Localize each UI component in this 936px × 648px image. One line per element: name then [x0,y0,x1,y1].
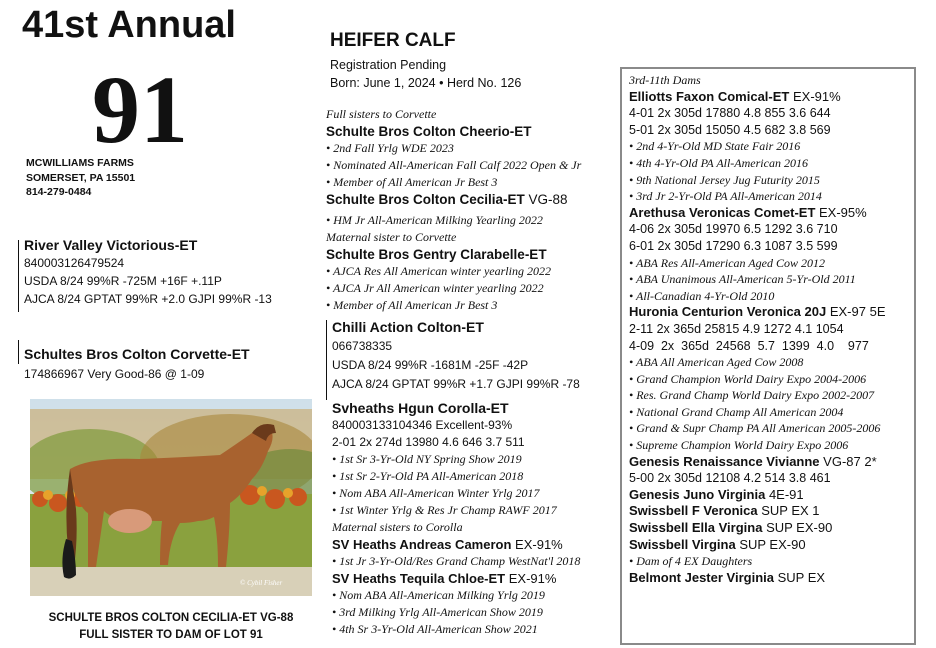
chilli-block [332,318,622,394]
pedigree-bracket-sire [18,240,19,312]
sire-ajca: AJCA 8/24 GPTAT 99%R +2.0 GJPI 99%R -13 [24,292,272,306]
veronica-note: • Res. Grand Champ World Dairy Expo 2002-2007 [629,388,875,403]
record-line: 4-09 2x 365d 24568 5.7 1399 4.0 977 [629,338,869,353]
caption-line-2: FULL SISTER TO DAM OF LOT 91 [79,629,263,641]
maternal-sister-note: Maternal sister to Corvette [326,230,457,244]
comet-note: • All-Canadian 4-Yr-Old 2010 [629,288,775,303]
record-line: 5-00 2x 305d 12108 4.2 514 3.8 461 [629,471,831,486]
consignor-block [26,156,135,200]
corolla-note: • Nom ABA All-American Winter Yrlg 2017 [332,486,540,500]
veronica-note: • National Grand Champ All American 2004 [629,404,844,419]
lot-number: 91 [92,56,188,163]
clarabelle-note: • AJCA Res All American winter yearling 2022 [326,264,551,278]
pedigree-bracket-dam [18,340,19,364]
sire-name: River Valley Victorious-ET [24,237,198,253]
chilli-name: Chilli Action Colton-ET [332,319,484,335]
cheerio-name: Schulte Bros Colton Cheerio-ET [326,124,532,139]
clarabelle-note: • Member of All American Jr Best 3 [326,298,498,312]
sire-reg: 840003126479524 [24,256,125,270]
corolla-name: Svheaths Hgun Corolla-ET [332,400,509,416]
middle-column [326,106,626,314]
corolla-note: • 1st Sr 2-Yr-Old PA All-American 2018 [332,469,524,483]
comical-note: • 4th 4-Yr-Old PA All-American 2016 [629,155,808,170]
comical-note: • 3rd Jr 2-Yr-Old PA All-American 2014 [629,189,822,204]
event-title: 41st Annual [22,4,236,46]
chloe-note: • Nom ABA All-American Milking Yrlg 2019 [332,588,545,602]
comet-line: Arethusa Veronicas Comet-ET EX-95% [629,204,867,220]
record-line: 4-01 2x 305d 17880 4.8 855 3.6 644 [629,106,831,121]
sire-usda: USDA 8/24 99%R -725M +16F +.11P [24,274,222,288]
animal-info [330,56,521,92]
consignor-phone: 814-279-0484 [26,186,92,198]
swiss3-note: • Dam of 4 EX Daughters [629,554,753,569]
record-line: 4-06 2x 305d 19970 6.5 1292 3.6 710 [629,222,838,237]
comical-line: Elliotts Faxon Comical-ET EX-91% [629,88,841,104]
cecilia-name: Schulte Bros Colton Cecilia-ET [326,192,525,207]
clarabelle-note: • AJCA Jr All American winter yearling 2022 [326,281,544,295]
cow-photo [30,399,312,596]
corolla-note: • 1st Winter Yrlg & Res Jr Champ RAWF 2017 [332,503,557,517]
chilli-reg: 066738335 [332,339,393,353]
maternal-sisters-corolla: Maternal sisters to Corolla [332,520,463,534]
cecilia-line [326,191,626,208]
record-line: 2-11 2x 365d 25815 4.9 1272 4.1 1054 [629,321,844,336]
record-line: 6-01 2x 305d 17290 6.3 1087 3.5 599 [629,238,838,253]
animal-type: HEIFER CALF [330,30,456,51]
veronica-note: • ABA All American Aged Cow 2008 [629,355,804,370]
chilli-ajca: AJCA 8/24 GPTAT 99%R +1.7 GJPI 99%R -78 [332,377,580,391]
dams-heading: 3rd-11th Dams [629,73,701,87]
chilli-usda: USDA 8/24 99%R -1681M -25F -42P [332,358,529,372]
swiss3-line: Swissbell Virgina SUP EX-90 [629,536,806,552]
veronica-note: • Grand Champion World Dairy Expo 2004-2006 [629,371,867,386]
veronica-note: • Grand & Supr Champ PA All American 2005-2006 [629,421,881,436]
registration-status: Registration Pending [330,58,447,72]
corolla-note: • 1st Sr 3-Yr-Old NY Spring Show 2019 [332,452,522,466]
clarabelle-name: Schulte Bros Gentry Clarabelle-ET [326,247,547,262]
photo-watermark: © Cybil Fisher [240,579,283,587]
caption-line-1: SCHULTE BROS COLTON CECILIA-ET VG-88 [48,612,294,624]
vivianne-line: Genesis Renaissance Vivianne VG-87 2* [629,453,877,469]
chloe-line: SV Heaths Tequila Chloe-ET EX-91% [332,571,557,586]
corolla-reg: 840003133104346 Excellent-93% [332,418,513,432]
sire-block [24,236,272,308]
photo-caption [30,610,312,644]
comical-note: • 9th National Jersey Jug Futurity 2015 [629,172,820,187]
cheerio-note: • Member of All American Jr Best 3 [326,175,498,189]
comet-note: • ABA Res All-American Aged Cow 2012 [629,255,825,270]
cheerio-note: • 2nd Fall Yrlg WDE 2023 [326,141,454,155]
dam-info: 174866967 Very Good-86 @ 1-09 [24,367,205,381]
juno-line: Genesis Juno Virginia 4E-91 [629,486,804,502]
consignor-name: MCWILLIAMS FARMS [26,157,134,169]
dam-block [24,344,250,384]
cheerio-note: • Nominated All-American Fall Calf 2022 Open & Jr [326,158,582,172]
birth-info: Born: June 1, 2024 • Herd No. 126 [330,76,522,90]
belmont-line: Belmont Jester Virginia SUP EX [629,569,826,585]
chloe-note: • 4th Sr 3-Yr-Old All-American Show 2021 [332,622,538,636]
cameron-note: • 1st Jr 3-Yr-Old/Res Grand Champ WestNat'l 2018 [332,554,581,568]
full-sisters-note: Full sisters to Corvette [326,107,437,121]
dams-list [629,72,913,586]
pedigree-bracket-chilli [326,320,327,400]
corolla-record: 2-01 2x 274d 13980 4.6 646 3.7 511 [332,435,525,449]
cecilia-score: VG-88 [528,192,568,207]
cecilia-note: • HM Jr All-American Milking Yearling 2022 [326,213,543,227]
veronica-line: Huronia Centurion Veronica 20J EX-97 5E [629,304,886,320]
chloe-note: • 3rd Milking Yrlg All-American Show 2019 [332,605,543,619]
veronica-note: • Supreme Champion World Dairy Expo 2006 [629,438,849,453]
swiss2-line: Swissbell Ella Virgina SUP EX-90 [629,520,833,536]
record-line: 5-01 2x 305d 15050 4.5 682 3.8 569 [629,122,831,137]
comical-note: • 2nd 4-Yr-Old MD State Fair 2016 [629,139,801,154]
consignor-city: SOMERSET, PA 15501 [26,171,136,184]
cameron-line: SV Heaths Andreas Cameron EX-91% [332,537,563,552]
comet-note: • ABA Unanimous All-American 5-Yr-Old 2011 [629,272,856,287]
dam-name: Schultes Bros Colton Corvette-ET [24,346,250,362]
corolla-block [332,400,622,638]
swiss1-line: Swissbell F Veronica SUP EX 1 [629,503,820,519]
